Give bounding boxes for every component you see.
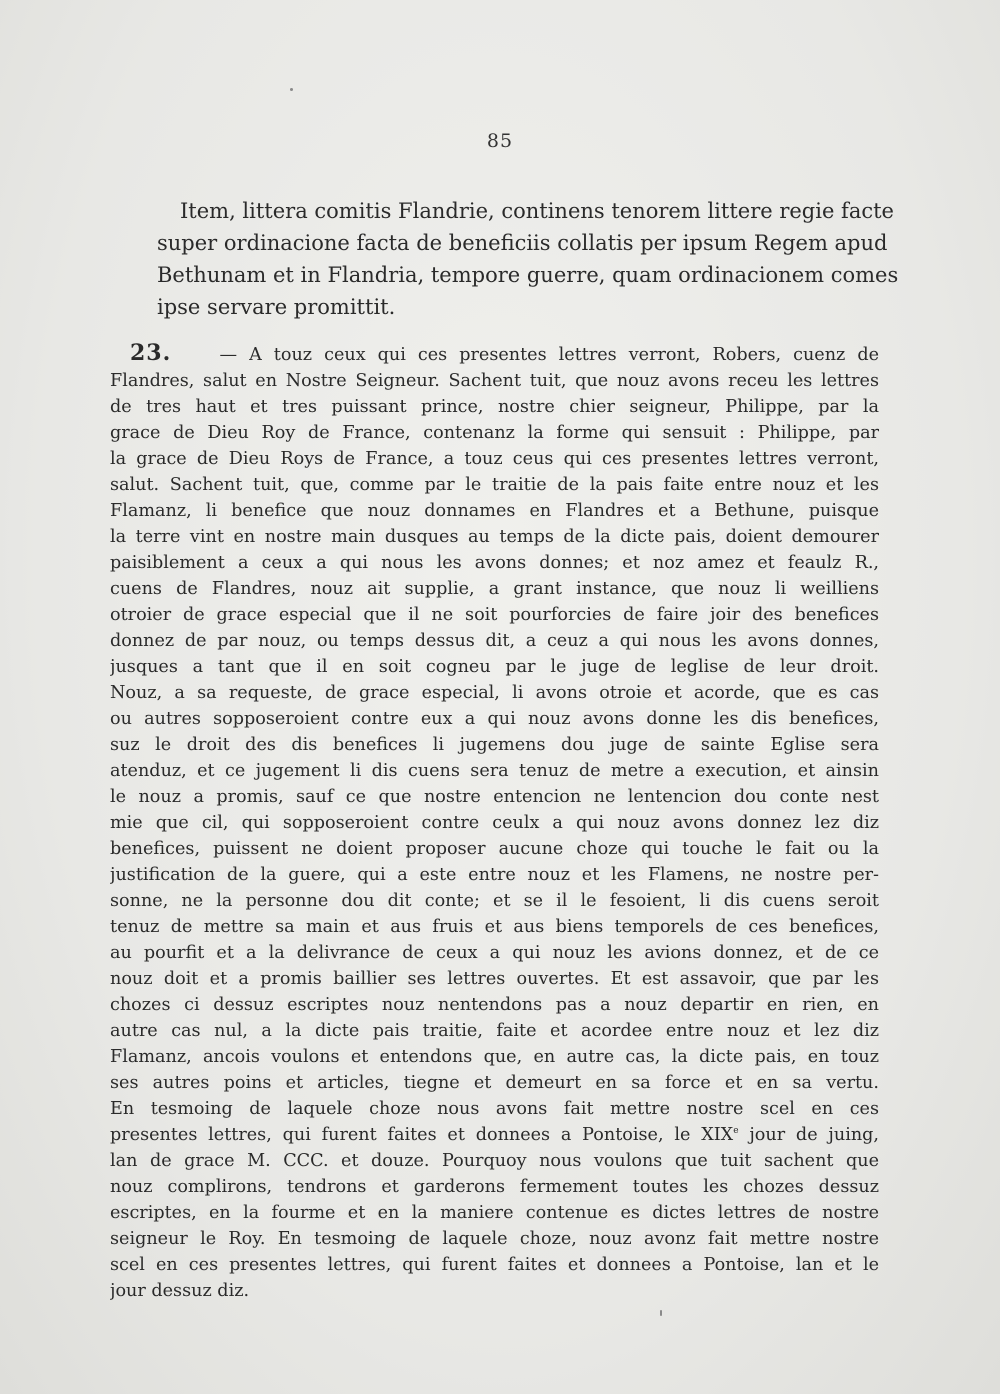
- date-line-tail: jour de juing,: [738, 1125, 879, 1145]
- document-number: 23.: [130, 340, 172, 366]
- body-line: suz le droit des dis benefices li jugemens dou juge de sainte Eglise sera: [110, 735, 879, 755]
- body-line: nouz doit et a promis baillier ses lettres ouvertes. Et est assavoir, que par les: [110, 969, 879, 989]
- body-line: Nouz, a sa requeste, de grace especial, li avons otroie et acorde, que es cas: [110, 683, 879, 703]
- body-line-date: [110, 1122, 879, 1148]
- body-line: la terre vint en nostre main dusques au temps de la dicte pais, doient demourer: [110, 527, 879, 547]
- heading-line: super ordinacione facta de beneficiis collatis per ipsum Regem apud: [157, 231, 888, 255]
- body-line: En tesmoing de laquele choze nous avons fait mettre nostre scel en ces: [110, 1099, 879, 1119]
- body-line: Flamanz, li benefice que nouz donnames en Flandres et a Bethune, puisque: [110, 501, 879, 521]
- body-line: justification de la guere, qui a este entre nouz et les Flamens, ne nostre per-: [110, 865, 879, 885]
- body-line-first: [110, 340, 879, 368]
- body-line: chozes ci dessuz escriptes nouz nentendons pas a nouz departir en rien, en: [110, 995, 879, 1015]
- body-line: atenduz, et ce jugement li dis cuens sera tenuz de metre a execution, et ainsin: [110, 761, 879, 781]
- body-line: le nouz a promis, sauf ce que nostre entencion ne lentencion dou conte nest: [110, 787, 879, 807]
- body-line: nouz complirons, tendrons et garderons fermement toutes les chozes dessuz: [110, 1177, 879, 1197]
- body-line: ou autres sopposeroient contre eux a qui nouz avons donne les dis benefices,: [110, 709, 879, 729]
- body-line: sonne, ne la personne dou dit conte; et se il le fesoient, li dis cuens seroit: [110, 891, 879, 911]
- body-line: salut. Sachent tuit, que, comme par le traitie de la pais faite entre nouz et les: [110, 475, 879, 495]
- page-number: 85: [486, 130, 514, 152]
- body-line: tenuz de mettre sa main et aus fruis et aus biens temporels de ces benefices,: [110, 917, 879, 937]
- body-line: cuens de Flandres, nouz ait supplie, a grant instance, que nouz li weilliens: [110, 579, 879, 599]
- body-line: paisiblement a ceux a qui nous les avons donnes; et noz amez et feaulz R.,: [110, 553, 879, 573]
- body-line: au pourfit et a la delivrance de ceux a qui nouz les avions donnez, et de ce: [110, 943, 879, 963]
- heading-line: Item, littera comitis Flandrie, continens tenorem littere regie facte: [180, 199, 894, 223]
- body-line: mie que cil, qui sopposeroient contre ceulx a qui nouz avons donnez lez diz: [110, 813, 879, 833]
- body-line: escriptes, en la fourme et en la maniere contenue es dictes lettres de nostre: [110, 1203, 879, 1223]
- body-line: ses autres poins et articles, tiegne et demeurt en sa force et en sa vertu.: [110, 1073, 879, 1093]
- paper-speck: [290, 88, 293, 91]
- body-line-text: presentes lettres, qui furent faites et donnees a Pontoise, le XIX: [110, 1125, 734, 1145]
- body-line: jusques a tant que il en soit cogneu par le juge de leglise de leur droit.: [110, 657, 879, 677]
- heading-paragraph: [157, 195, 899, 323]
- body-line: Flandres, salut en Nostre Seigneur. Sachent tuit, que nouz avons receu les lettres: [110, 371, 879, 391]
- body-line: jour dessuz diz.: [110, 1281, 250, 1301]
- heading-line: ipse servare promittit.: [157, 295, 396, 319]
- body-line: scel en ces presentes lettres, qui furent faites et donnees a Pontoise, lan et le: [110, 1255, 879, 1275]
- paper-speck: [660, 1310, 662, 1316]
- body-line: Flamanz, ancois voulons et entendons que, en autre cas, la dicte pais, en touz: [110, 1047, 879, 1067]
- body-line: grace de Dieu Roy de France, contenanz la forme qui sensuit : Philippe, par: [110, 423, 879, 443]
- body-line: lan de grace M. CCC. et douze. Pourquoy nous voulons que tuit sachent que: [110, 1151, 879, 1171]
- heading-line: Bethunam et in Flandria, tempore guerre, quam ordinacionem comes: [157, 263, 899, 287]
- body-line: otroier de grace especial que il ne soit pourforcies de faire joir des benefices: [110, 605, 879, 625]
- ordinal-superscript: e: [733, 1126, 739, 1137]
- body-line: la grace de Dieu Roys de France, a touz ceus qui ces presentes lettres verront,: [110, 449, 879, 469]
- body-line: donnez de par nouz, ou temps dessus dit, a ceuz a qui nous les avons donnes,: [110, 631, 879, 651]
- charter-text: [110, 340, 879, 1304]
- body-line-text: — A touz ceux qui ces presentes lettres verront, Robers, cuenz de: [219, 345, 879, 365]
- body-line: seigneur le Roy. En tesmoing de laquele choze, nouz avonz fait mettre nostre: [110, 1229, 879, 1249]
- body-line: de tres haut et tres puissant prince, nostre chier seigneur, Philippe, par la: [110, 397, 879, 417]
- body-line: autre cas nul, a la dicte pais traitie, faite et acordee entre nouz et lez diz: [110, 1021, 879, 1041]
- body-line: benefices, puissent ne doient proposer aucune choze qui touche le fait ou la: [110, 839, 879, 859]
